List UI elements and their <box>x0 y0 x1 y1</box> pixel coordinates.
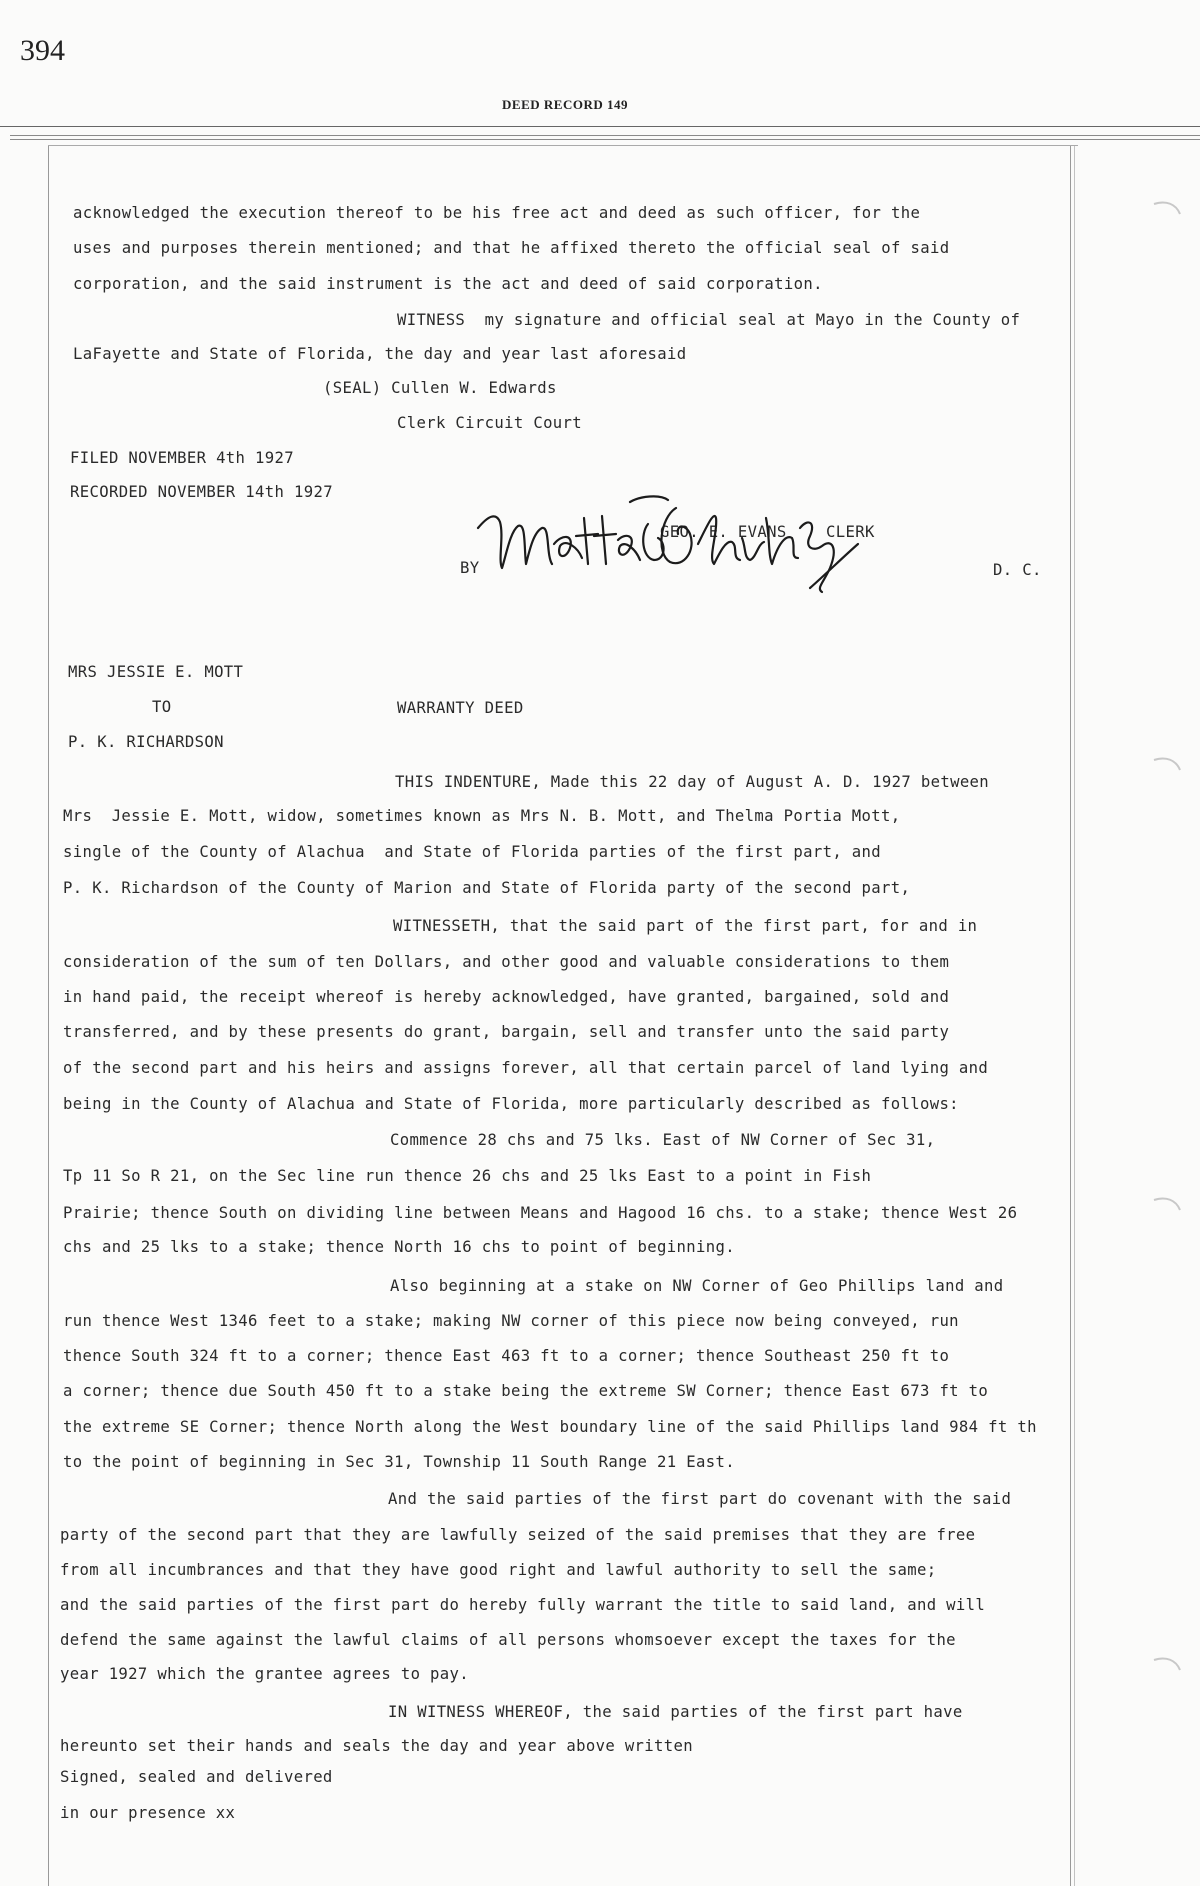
text-line: defend the same against the lawful claims of all persons whomsoever except the taxes for the <box>60 1631 956 1649</box>
dc-label: D. C. <box>993 561 1042 579</box>
header-rule-3 <box>10 139 1200 140</box>
text-line: WITNESS my signature and official seal at Mayo in the County of <box>397 311 1021 329</box>
text-line: Commence 28 chs and 75 lks. East of NW Corner of Sec 31, <box>390 1131 936 1149</box>
text-line: Clerk Circuit Court <box>397 414 583 432</box>
text-line: chs and 25 lks to a stake; thence North 16 chs to point of beginning. <box>63 1238 735 1256</box>
text-line: year 1927 which the grantee agrees to pay. <box>60 1665 470 1683</box>
text-line: THIS INDENTURE, Made this 22 day of August A. D. 1927 between <box>395 773 990 791</box>
page-number: 394 <box>20 34 65 67</box>
header-rule-top <box>0 126 1200 127</box>
text-line: (SEAL) Cullen W. Edwards <box>323 379 557 397</box>
text-line: Tp 11 So R 21, on the Sec line run thence 26 chs and 25 lks East to a point in Fish <box>63 1167 872 1185</box>
text-line: LaFayette and State of Florida, the day and year last aforesaid <box>73 345 687 363</box>
text-line: transferred, and by these presents do grant, bargain, sell and transfer unto the said party <box>63 1023 950 1041</box>
to-label: TO <box>152 698 172 716</box>
filed-date: FILED NOVEMBER 4th 1927 <box>70 449 294 467</box>
text-line: being in the County of Alachua and State of Florida, more particularly described as follows: <box>63 1095 959 1113</box>
text-line: IN WITNESS WHEREOF, the said parties of the first part have <box>388 1703 963 1721</box>
frame-left-rule <box>48 146 49 1886</box>
text-line: run thence West 1346 feet to a stake; making NW corner of this piece now being conveyed, run <box>63 1312 959 1330</box>
text-line: uses and purposes therein mentioned; and that he affixed thereto the official seal of said <box>73 239 950 257</box>
header-rule-2 <box>10 135 1200 136</box>
text-line: party of the second part that they are lawfully seized of the said premises that they are free <box>60 1526 976 1544</box>
text-line: in hand paid, the receipt whereof is hereby acknowledged, have granted, bargained, sold and <box>63 988 950 1006</box>
text-line: P. K. Richardson of the County of Marion and State of Florida party of the second part, <box>63 879 911 897</box>
text-line: corporation, and the said instrument is the act and deed of said corporation. <box>73 275 823 293</box>
frame-right-rule-inner <box>1074 146 1075 1886</box>
text-line: single of the County of Alachua and State of Florida parties of the first part, and <box>63 843 882 861</box>
signature-image <box>470 488 870 598</box>
clerk-name: GEO. E. EVANS <box>660 523 787 541</box>
text-line: Prairie; thence South on dividing line between Means and Hagood 16 chs. to a stake; thence West 26 <box>63 1204 1018 1222</box>
text-line: of the second part and his heirs and assigns forever, all that certain parcel of land lying and <box>63 1059 989 1077</box>
text-line: consideration of the sum of ten Dollars, and other good and valuable considerations to them <box>63 953 950 971</box>
deed-type: WARRANTY DEED <box>397 699 524 717</box>
frame-right-rule <box>1070 146 1071 1886</box>
text-line: a corner; thence due South 450 ft to a stake being the extreme SW Corner; thence East 673 ft to <box>63 1382 989 1400</box>
text-line: thence South 324 ft to a corner; thence East 463 ft to a corner; thence Southeast 250 ft to <box>63 1347 950 1365</box>
text-line: and the said parties of the first part do hereby fully warrant the title to said land, and will <box>60 1596 986 1614</box>
text-line: WITNESSETH, that the said part of the first part, for and in <box>393 917 978 935</box>
by-label: BY <box>460 559 480 577</box>
text-line: hereunto set their hands and seals the day and year above written <box>60 1737 693 1755</box>
text-line: And the said parties of the first part do covenant with the said <box>388 1490 1012 1508</box>
text-line: from all incumbrances and that they have good right and lawful authority to sell the same; <box>60 1561 937 1579</box>
grantor-name: MRS JESSIE E. MOTT <box>68 663 244 681</box>
text-line: Signed, sealed and delivered <box>60 1768 333 1786</box>
text-line: the extreme SE Corner; thence North along the West boundary line of the said Phillips land 984 ft th <box>63 1418 1037 1436</box>
text-line: acknowledged the execution thereof to be his free act and deed as such officer, for the <box>73 204 921 222</box>
header-rule-4 <box>48 145 1078 146</box>
text-line: Mrs Jessie E. Mott, widow, sometimes known as Mrs N. B. Mott, and Thelma Portia Mott, <box>63 807 901 825</box>
text-line: in our presence xx <box>60 1804 236 1822</box>
margin-marks <box>1150 190 1190 1750</box>
text-line: to the point of beginning in Sec 31, Township 11 South Range 21 East. <box>63 1453 735 1471</box>
text-line: Also beginning at a stake on NW Corner of Geo Phillips land and <box>390 1277 1004 1295</box>
grantee-name: P. K. RICHARDSON <box>68 733 224 751</box>
clerk-title: CLERK <box>826 523 875 541</box>
header-title: DEED RECORD 149 <box>502 97 628 112</box>
recorded-date: RECORDED NOVEMBER 14th 1927 <box>70 483 333 501</box>
